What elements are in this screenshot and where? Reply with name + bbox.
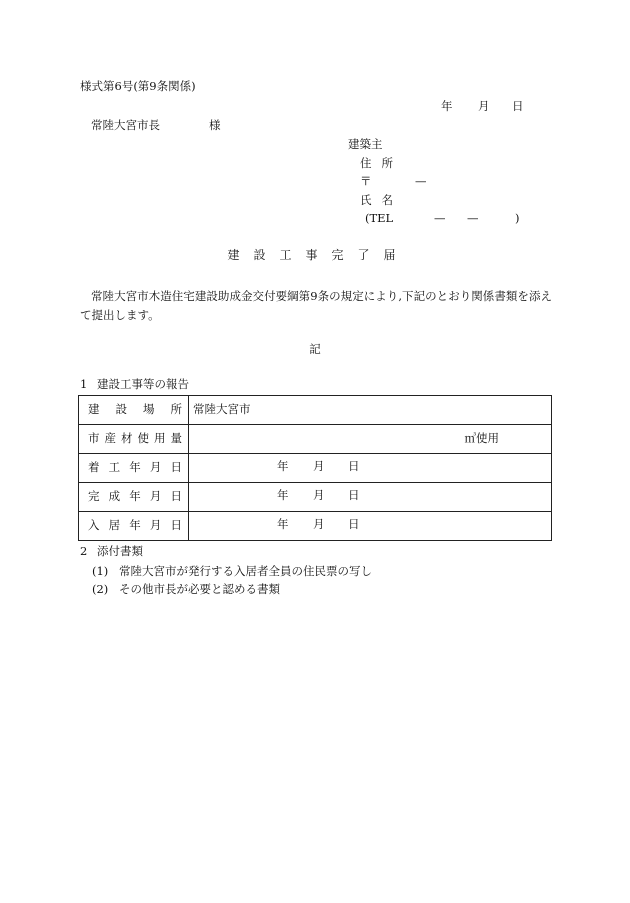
ki-heading: 記 [309, 342, 321, 356]
name-label: 氏名 [360, 193, 403, 207]
attachment-2-number: (2) [92, 582, 109, 596]
tel-close-paren: ) [515, 211, 520, 225]
tel-dash-2: — [467, 211, 479, 225]
start-date-day: 日 [348, 459, 360, 473]
move-in-date-year: 年 [277, 517, 289, 531]
completion-date-day: 日 [348, 488, 360, 502]
section-2-number: 2 [80, 544, 88, 558]
table-row [79, 425, 552, 454]
table-row [79, 454, 552, 483]
list-item [92, 566, 372, 578]
list-item [92, 584, 280, 596]
postal-mark: 〒 [360, 174, 372, 188]
report-table [78, 395, 552, 541]
start-date-month: 月 [313, 459, 325, 473]
row-label-start-date: 着工年月日 [79, 454, 189, 483]
row-label-move-in-date: 入居年月日 [79, 512, 189, 541]
section-2-title: 添付書類 [97, 544, 143, 558]
document-title: 建設工事完了届 [227, 248, 410, 262]
table-row [79, 483, 552, 512]
section-1-number: 1 [80, 377, 88, 391]
start-date-value [189, 454, 552, 483]
city-timber-usage-value [189, 425, 552, 454]
address-label: 住所 [360, 156, 403, 170]
body-paragraph: 常陸大宮市木造住宅建設助成金交付要綱第9条の規定により,下記のとおり関係書類を添えて提出します。 [80, 289, 552, 322]
section-2-heading [80, 546, 143, 558]
row-label-city-timber-usage: 市産材使用量 [79, 425, 189, 454]
usage-unit-label: ㎥使用 [464, 431, 499, 445]
completion-date-value [189, 483, 552, 512]
section-1-heading [80, 379, 189, 391]
postal-code-dash: — [415, 174, 427, 188]
section-1-title: 建設工事等の報告 [97, 377, 189, 391]
building-owner-label: 建築主 [348, 137, 383, 151]
attachment-1-text: 常陸大宮市が発行する入居者全員の住民票の写し [119, 564, 372, 578]
completion-date-month: 月 [313, 488, 325, 502]
tel-label: (TEL [365, 211, 394, 225]
attachment-1-number: (1) [92, 564, 109, 578]
move-in-date-value [189, 512, 552, 541]
construction-site-value: 常陸大宮市 [189, 396, 552, 425]
start-date-year: 年 [277, 459, 289, 473]
move-in-date-month: 月 [313, 517, 325, 531]
addressee-honorific: 様 [209, 118, 221, 132]
attachment-2-text: その他市長が必要と認める書類 [119, 582, 280, 596]
row-label-completion-date: 完成年月日 [79, 483, 189, 512]
move-in-date-day: 日 [348, 517, 360, 531]
table-row [79, 396, 552, 425]
table-row [79, 512, 552, 541]
addressee: 常陸大宮市長 [91, 118, 160, 132]
submission-date-day: 日 [512, 99, 524, 113]
submission-date-year: 年 [441, 99, 453, 113]
tel-dash-1: — [434, 211, 446, 225]
form-number-label: 様式第6号(第9条関係) [80, 79, 196, 93]
row-label-construction-site: 建設場所 [79, 396, 189, 425]
submission-date-month: 月 [478, 99, 490, 113]
completion-date-year: 年 [277, 488, 289, 502]
